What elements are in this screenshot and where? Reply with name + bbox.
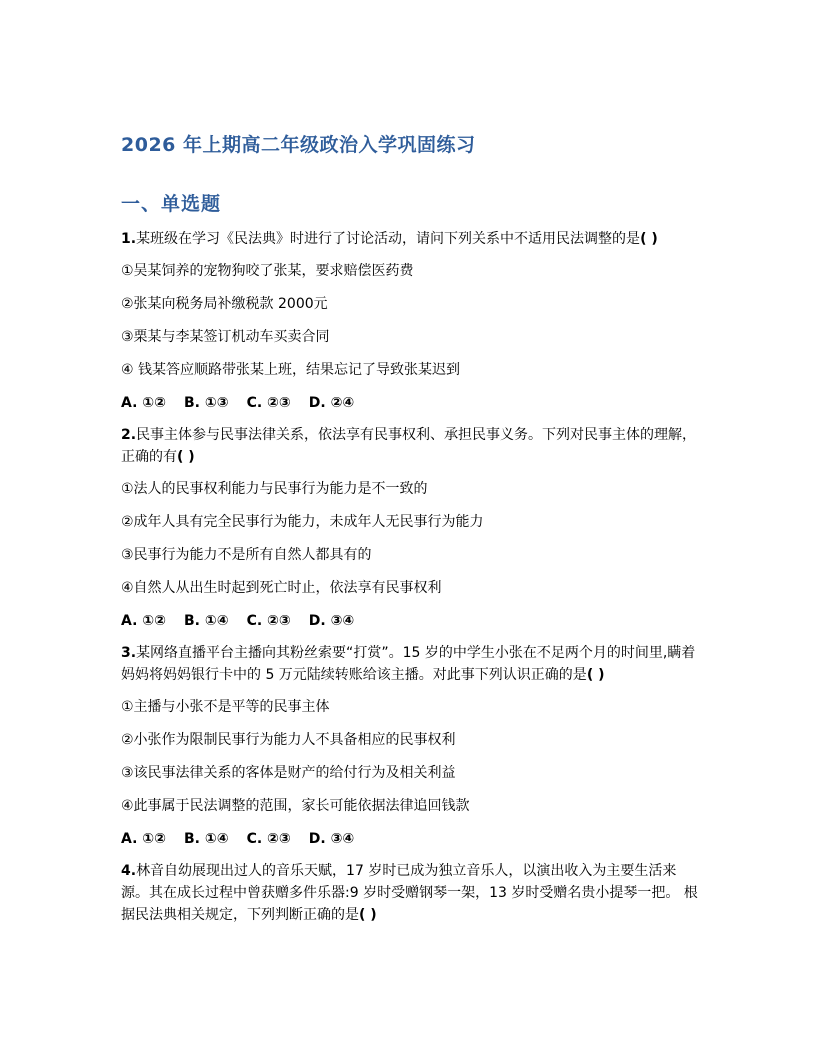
question-number: 2. [121,427,137,443]
answer-blank: ( ) [640,231,658,247]
choice-row [121,393,701,413]
answer-blank: ( ) [586,667,605,683]
choice-d: D. ②④ [308,395,355,411]
question-stem [121,860,701,926]
choice-c: C. ②③ [246,613,291,629]
choice-b: B. ①③ [184,395,229,411]
option-item: ④此事属于民法调整的范围，家长可能依据法律追回钱款 [121,798,470,814]
option-item: ②成年人具有完全民事行为能力，未成年人无民事行为能力 [121,514,484,530]
option-item: ③栗某与李某签订机动车买卖合同 [121,329,330,345]
question-list [121,228,701,937]
section-heading: 一、单选题 [121,193,222,215]
option-item: ④ 钱某答应顺路带张某上班，结果忘记了导致张某迟到 [121,362,460,378]
option-item: ③该民事法律关系的客体是财产的给付行为及相关利益 [121,765,456,781]
document-title: 2026 年上期高二年级政治入学巩固练习 [121,134,476,156]
choice-b: B. ①④ [184,613,229,629]
question-number: 3. [121,645,137,661]
question-text: 民事主体参与民事法律关系，依法享有民事权利、承担民事义务。下列对民事主体的理解， 正确的有 [121,427,697,465]
question-text: 林音自幼展现出过人的音乐天赋，17 岁时已成为独立音乐人，以演出收入为主要生活来源。其在成长过程中曾获赠多件乐器:9 岁时受赠钢琴一架，13 岁时受赠名贵小提琴一把。 根据民法典相关规定，下列判断正确的是 [121,863,698,923]
option-item: ②张某向税务局补缴税款 2000元 [121,296,328,312]
question-stem [121,424,701,468]
option-item: ①主播与小张不是平等的民事主体 [121,699,330,715]
choice-row [121,829,701,849]
answer-blank: ( ) [177,449,195,465]
option-item: ③民事行为能力不是所有自然人都具有的 [121,547,372,563]
choice-a: A. ①② [121,613,166,629]
option-item: ①吴某饲养的宠物狗咬了张某，要求赔偿医药费 [121,263,414,279]
option-item: ④自然人从出生时起到死亡时止，依法享有民事权利 [121,580,442,596]
question-number: 1. [121,231,137,247]
choice-c: C. ②③ [246,831,291,847]
choice-b: B. ①④ [184,831,229,847]
option-item: ①法人的民事权利能力与民事行为能力是不一致的 [121,481,428,497]
choice-a: A. ①② [121,831,166,847]
option-item: ②小张作为限制民事行为能力人不具备相应的民事权利 [121,732,456,748]
question [121,642,701,849]
question-number: 4. [121,863,137,879]
question-stem [121,228,701,250]
answer-blank: ( ) [359,907,377,923]
choice-a: A. ①② [121,395,166,411]
question [121,424,701,631]
question [121,228,701,413]
choice-row [121,611,701,631]
question-text: 某班级在学习《民法典》时进行了讨论活动，请问下列关系中不适用民法调整的是 [136,231,641,247]
choice-d: D. ③④ [308,831,355,847]
question [121,860,701,926]
question-text: 某网络直播平台主播向其粉丝索要“打赏”。15 岁的中学生小张在不足两个月的时间里,瞒着妈妈将妈妈银行卡中的 5 万元陆续转账给该主播。对此事下列认识正确的是 [121,645,696,683]
choice-c: C. ②③ [246,395,291,411]
choice-d: D. ③④ [308,613,355,629]
question-stem [121,642,701,686]
